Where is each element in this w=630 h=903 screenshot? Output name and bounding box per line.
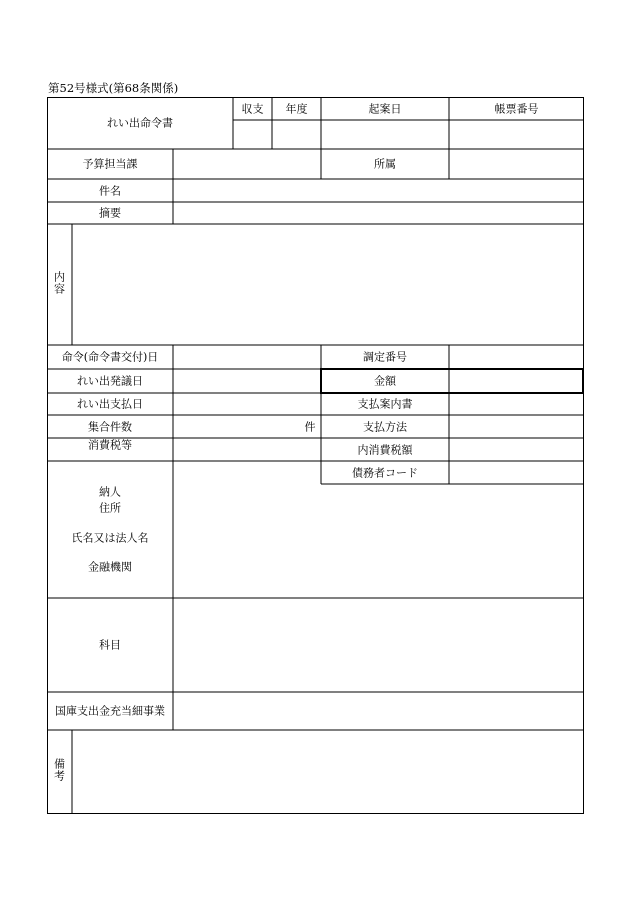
kian-date-label: 起案日	[368, 102, 402, 115]
payment-method-field[interactable]	[449, 415, 584, 438]
address-label: 住所	[99, 501, 121, 515]
form-title: れい出命令書	[107, 116, 173, 130]
remarks-field[interactable]	[72, 730, 584, 814]
summary-label: 摘要	[99, 206, 121, 220]
content-label-char-2: 容	[54, 283, 65, 296]
payment-date-field[interactable]	[173, 393, 321, 415]
payer-details-field[interactable]	[173, 484, 584, 598]
affiliation-field[interactable]	[449, 149, 584, 179]
payer-label: 納人	[99, 485, 121, 499]
voucher-number-field[interactable]	[449, 120, 584, 149]
voucher-number-label: 帳票番号	[494, 102, 539, 115]
shushi-label: 収支	[241, 102, 264, 115]
debtor-code-label: 債務者コード	[352, 466, 418, 479]
content-label	[53, 272, 67, 297]
collective-count-field[interactable]	[173, 415, 303, 438]
affiliation-label: 所属	[374, 157, 396, 171]
proposal-date-label: れい出発議日	[77, 374, 143, 388]
payment-date-label: れい出支払日	[77, 397, 143, 411]
account-item-field[interactable]	[173, 598, 584, 692]
amount-field[interactable]	[449, 369, 583, 393]
kian-date-field[interactable]	[321, 120, 449, 149]
assessment-number-field[interactable]	[449, 345, 584, 369]
shushi-field[interactable]	[233, 120, 272, 149]
consumption-tax-field[interactable]	[173, 438, 321, 461]
included-tax-label: 内消費税額	[357, 443, 413, 456]
assessment-number-label: 調定番号	[363, 350, 407, 364]
nendo-field[interactable]	[272, 120, 321, 149]
payment-notice-label: 支払案内書	[357, 397, 413, 411]
budget-section-field[interactable]	[173, 149, 321, 179]
included-tax-field[interactable]	[449, 438, 584, 461]
order-date-label: 命令(命令書交付)日	[61, 350, 159, 364]
form-number: 第52号様式(第68条関係)	[48, 81, 179, 95]
count-unit-label: 件	[304, 420, 316, 433]
nendo-label: 年度	[285, 102, 308, 115]
amount-label: 金額	[374, 374, 396, 388]
subject-label: 件名	[99, 184, 121, 197]
order-form	[47, 97, 584, 814]
account-item-label: 科目	[99, 638, 121, 652]
subject-field[interactable]	[173, 179, 584, 202]
name-or-corporation-label: 氏名又は法人名	[71, 531, 149, 545]
summary-field[interactable]	[173, 202, 584, 224]
content-label-char-1: 内	[54, 270, 65, 284]
consumption-tax-label: 消費税等	[88, 438, 132, 452]
content-field[interactable]	[72, 224, 584, 345]
financial-institution-label: 金融機関	[88, 560, 132, 574]
national-subsidy-project-field[interactable]	[173, 692, 584, 730]
payment-notice-field[interactable]	[449, 393, 584, 415]
budget-section-label: 予算担当課	[82, 157, 138, 171]
payment-method-label: 支払方法	[363, 420, 407, 433]
remarks-label-char-1: 備	[54, 757, 65, 771]
collective-count-label: 集合件数	[88, 420, 132, 433]
remarks-label	[53, 759, 67, 784]
order-date-field[interactable]	[173, 345, 321, 369]
proposal-date-field[interactable]	[173, 369, 321, 393]
remarks-label-char-2: 考	[54, 770, 65, 783]
debtor-code-field[interactable]	[449, 461, 584, 484]
national-subsidy-project-label: 国庫支出金充当細事業	[55, 704, 165, 718]
